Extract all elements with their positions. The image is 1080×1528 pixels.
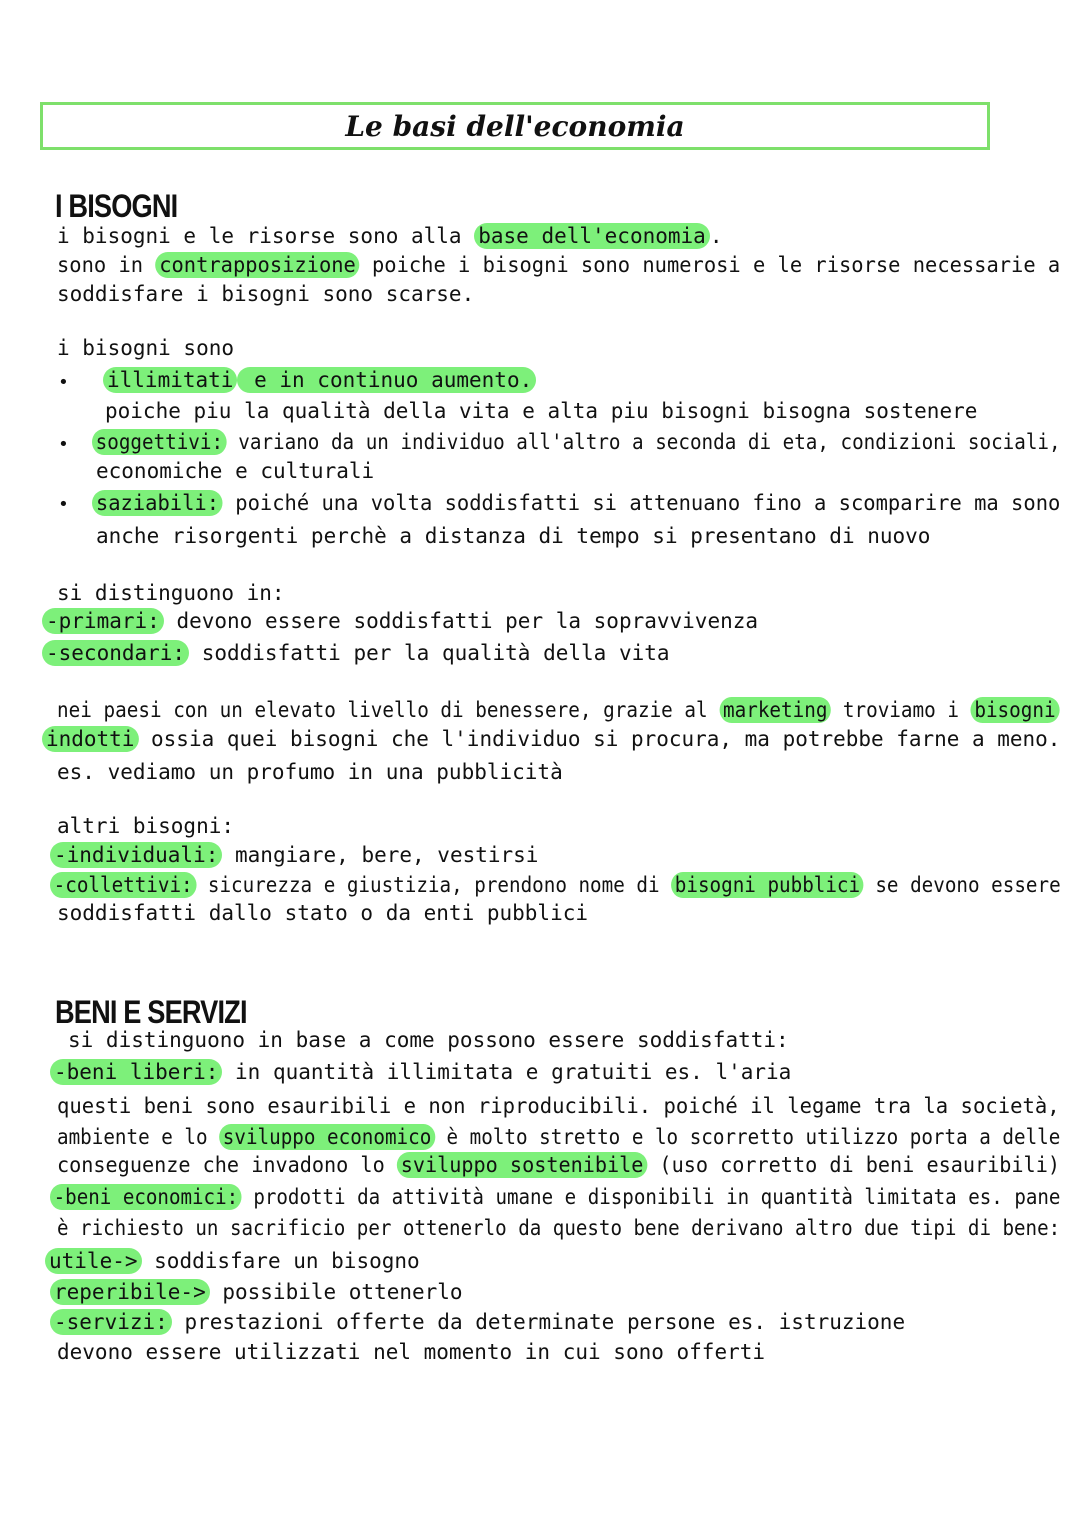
text-line: reperibile-> possibile ottenerlo: [50, 1282, 463, 1303]
bullet-item: saziabili: poiché una volta soddisfatti si attenuano fino a scomparire ma sono: [92, 493, 1060, 514]
text-line: ambiente e lo sviluppo economico è molto stretto e lo scorretto utilizzo porta a delle: [57, 1125, 1061, 1149]
highlight: indotti: [42, 726, 138, 752]
bullet-icon: •: [58, 494, 69, 515]
highlight: -collettivi:: [50, 872, 196, 898]
highlight: -primari:: [42, 608, 164, 634]
highlight: -servizi:: [50, 1309, 172, 1335]
text-line: conseguenze che invadono lo sviluppo sostenibile (uso corretto di beni esauribili): [57, 1153, 1060, 1177]
text-line: utile-> soddisfare un bisogno: [45, 1251, 420, 1272]
highlight: reperibile->: [50, 1279, 210, 1305]
text-line: -secondari: soddisfatti per la qualità della vita: [42, 643, 670, 664]
text-line: -primari: devono essere soddisfatti per la sopravvivenza: [42, 611, 758, 632]
highlight: sviluppo economico: [219, 1124, 435, 1150]
text-line: -collettivi: sicurezza e giustizia, prendono nome di bisogni pubblici se devono essere: [50, 875, 1061, 896]
highlight: contrapposizione: [155, 252, 359, 278]
highlight: e in continuo aumento.: [237, 367, 536, 393]
text-line: è richiesto un sacrificio per ottenerlo da questo bene derivano altro due tipi di bene:: [57, 1216, 1061, 1240]
section-heading-bisogni: I BISOGNI: [55, 188, 178, 224]
text-line: economiche e culturali: [96, 459, 375, 483]
text-line: sono in contrapposizione poiche i bisogni sono numerosi e le risorse necessarie a: [57, 253, 1061, 277]
highlight: sviluppo sostenibile: [397, 1152, 647, 1178]
bullet-icon: •: [58, 372, 69, 393]
highlight: -secondari:: [42, 640, 189, 666]
text-line: questi beni sono esauribili e non riproducibili. poiché il legame tra la società,: [57, 1094, 1060, 1118]
text-line: soddisfatti dallo stato o da enti pubblici: [57, 901, 589, 925]
text-line: altri bisogni:: [57, 814, 235, 838]
text-line: soddisfare i bisogni sono scarse.: [57, 282, 475, 306]
bullet-item: soggettivi: variano da un individuo all'altro a seconda di eta, condizioni sociali,: [92, 432, 1061, 453]
text-line: i bisogni sono: [57, 336, 235, 360]
text-line: -beni liberi: in quantità illimitata e gratuiti es. l'aria: [50, 1062, 791, 1083]
highlight: bisogni pubblici: [671, 872, 864, 898]
text-line: si distinguono in base a come possono essere soddisfatti:: [68, 1028, 789, 1052]
highlight: soggettivi:: [92, 429, 227, 455]
text-line: -servizi: prestazioni offerte da determinate persone es. istruzione: [50, 1312, 905, 1333]
text-line: anche risorgenti perchè a distanza di tempo si presentano di nuovo: [96, 524, 931, 548]
section-heading-beni-servizi: BENI E SERVIZI: [55, 994, 247, 1030]
highlight: -individuali:: [50, 842, 222, 868]
text-line: nei paesi con un elevato livello di benessere, grazie al marketing troviamo i bisogni: [57, 700, 1059, 721]
text-line: si distinguono in:: [57, 581, 285, 605]
bullet-icon: •: [58, 434, 69, 455]
text-line: i bisogni e le risorse sono alla base dell'economia .: [57, 224, 723, 248]
highlight: -beni liberi:: [50, 1059, 222, 1085]
highlight: base dell'economia: [474, 223, 710, 249]
bullet-item: [103, 370, 536, 391]
text-line: -beni economici: prodotti da attività umane e disponibili in quantità limitata es. pane: [50, 1187, 1060, 1208]
text-line: devono essere utilizzati nel momento in cui sono offerti: [57, 1340, 766, 1364]
highlight: illimitati: [103, 367, 237, 393]
page-title: Le basi dell'economia: [345, 109, 685, 143]
highlight: saziabili:: [92, 490, 223, 516]
text-line: poiche piu la qualità della vita e alta piu bisogni bisogna sostenere: [105, 399, 978, 423]
highlight: bisogni: [971, 697, 1060, 723]
highlight: -beni economici:: [50, 1184, 242, 1210]
text-line: indotti ossia quei bisogni che l'individuo si procura, ma potrebbe farne a meno.: [42, 729, 1060, 750]
text-line: es. vediamo un profumo in una pubblicità: [57, 760, 563, 784]
title-box: [40, 102, 990, 150]
text-line: -individuali: mangiare, bere, vestirsi: [50, 845, 538, 866]
highlight: marketing: [719, 697, 831, 723]
highlight: utile->: [45, 1248, 142, 1274]
